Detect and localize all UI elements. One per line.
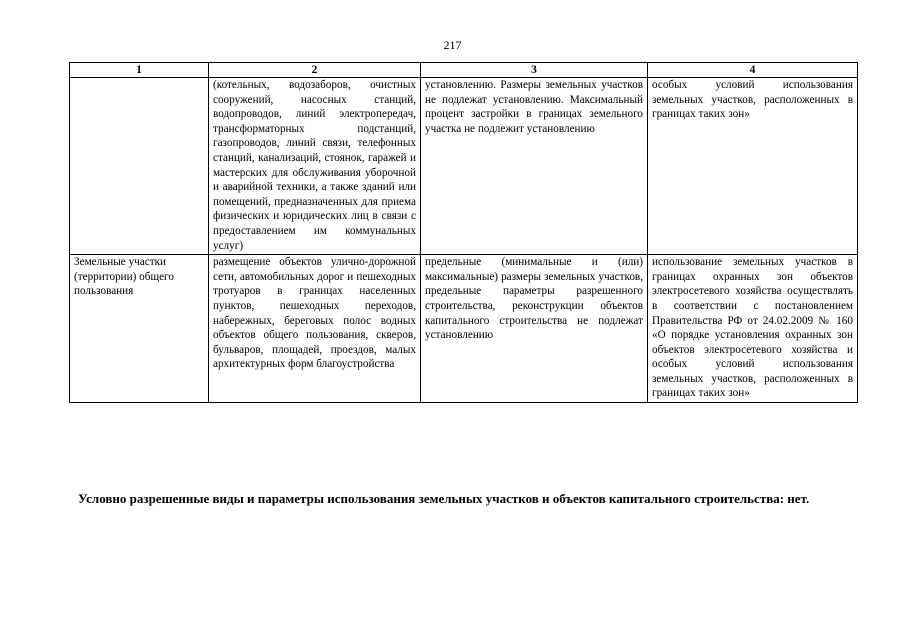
table-row bbox=[70, 255, 858, 403]
table-cell-permitted-use: (котельных, водозаборов, очистных сооружений, насосных станций, водопроводов, линий электропередач, трансформаторных подстанций, газопроводов, линий связи, телефонных станций, канализаций, стоянок, гаражей и мастерских для обслуживания уборочной и аварийной техники, а также зданий или помещений, предназначенных для приема физических и юридических лиц в связи с предоставлением им коммунальных услуг) bbox=[209, 78, 421, 255]
conditional-use-note: Условно разрешенные виды и параметры использования земельных участков и объектов капитального строительства: нет. bbox=[78, 491, 810, 506]
column-header: 3 bbox=[421, 63, 648, 78]
column-header: 1 bbox=[70, 63, 209, 78]
table-row bbox=[70, 78, 858, 255]
table-cell-restrictions: особых условий использования земельных участков, расположенных в границах таких зон» bbox=[648, 78, 858, 255]
table-cell-parameters: предельные (минимальные и (или) максимальные) размеры земельных участков, предельные параметры разрешенного строительства, реконструкции объектов капитального строительства не подлежат установлению bbox=[421, 255, 648, 403]
page-number: 217 bbox=[443, 38, 462, 52]
table-cell-restrictions: использование земельных участков в границах охранных зон объектов электросетевого хозяйства осуществлять в соответствии с постановлением Правительства РФ от 24.02.2009 № 160 «О порядке установления охранных зон объектов электросетевого хозяйства и особых условий использования земельных участков, расположенных в границах таких зон» bbox=[648, 255, 858, 403]
table-cell-land-type bbox=[70, 78, 209, 255]
column-header: 2 bbox=[209, 63, 421, 78]
column-header: 4 bbox=[648, 63, 858, 78]
table-cell-land-type: Земельные участки (территории) общего пользования bbox=[70, 255, 209, 403]
table-header-row bbox=[70, 63, 858, 78]
table-cell-permitted-use: размещение объектов улично-дорожной сети, автомобильных дорог и пешеходных тротуаров в границах населенных пунктов, пешеходных переходов, набережных, береговых полос водных объектов общего пользования, скверов, бульваров, площадей, проездов, малых архитектурных форм благоустройства bbox=[209, 255, 421, 403]
table-cell-parameters: установлению. Размеры земельных участков не подлежат установлению. Максимальный процент застройки в границах земельного участка не подлежит установлению bbox=[421, 78, 648, 255]
land-use-table bbox=[69, 62, 858, 403]
